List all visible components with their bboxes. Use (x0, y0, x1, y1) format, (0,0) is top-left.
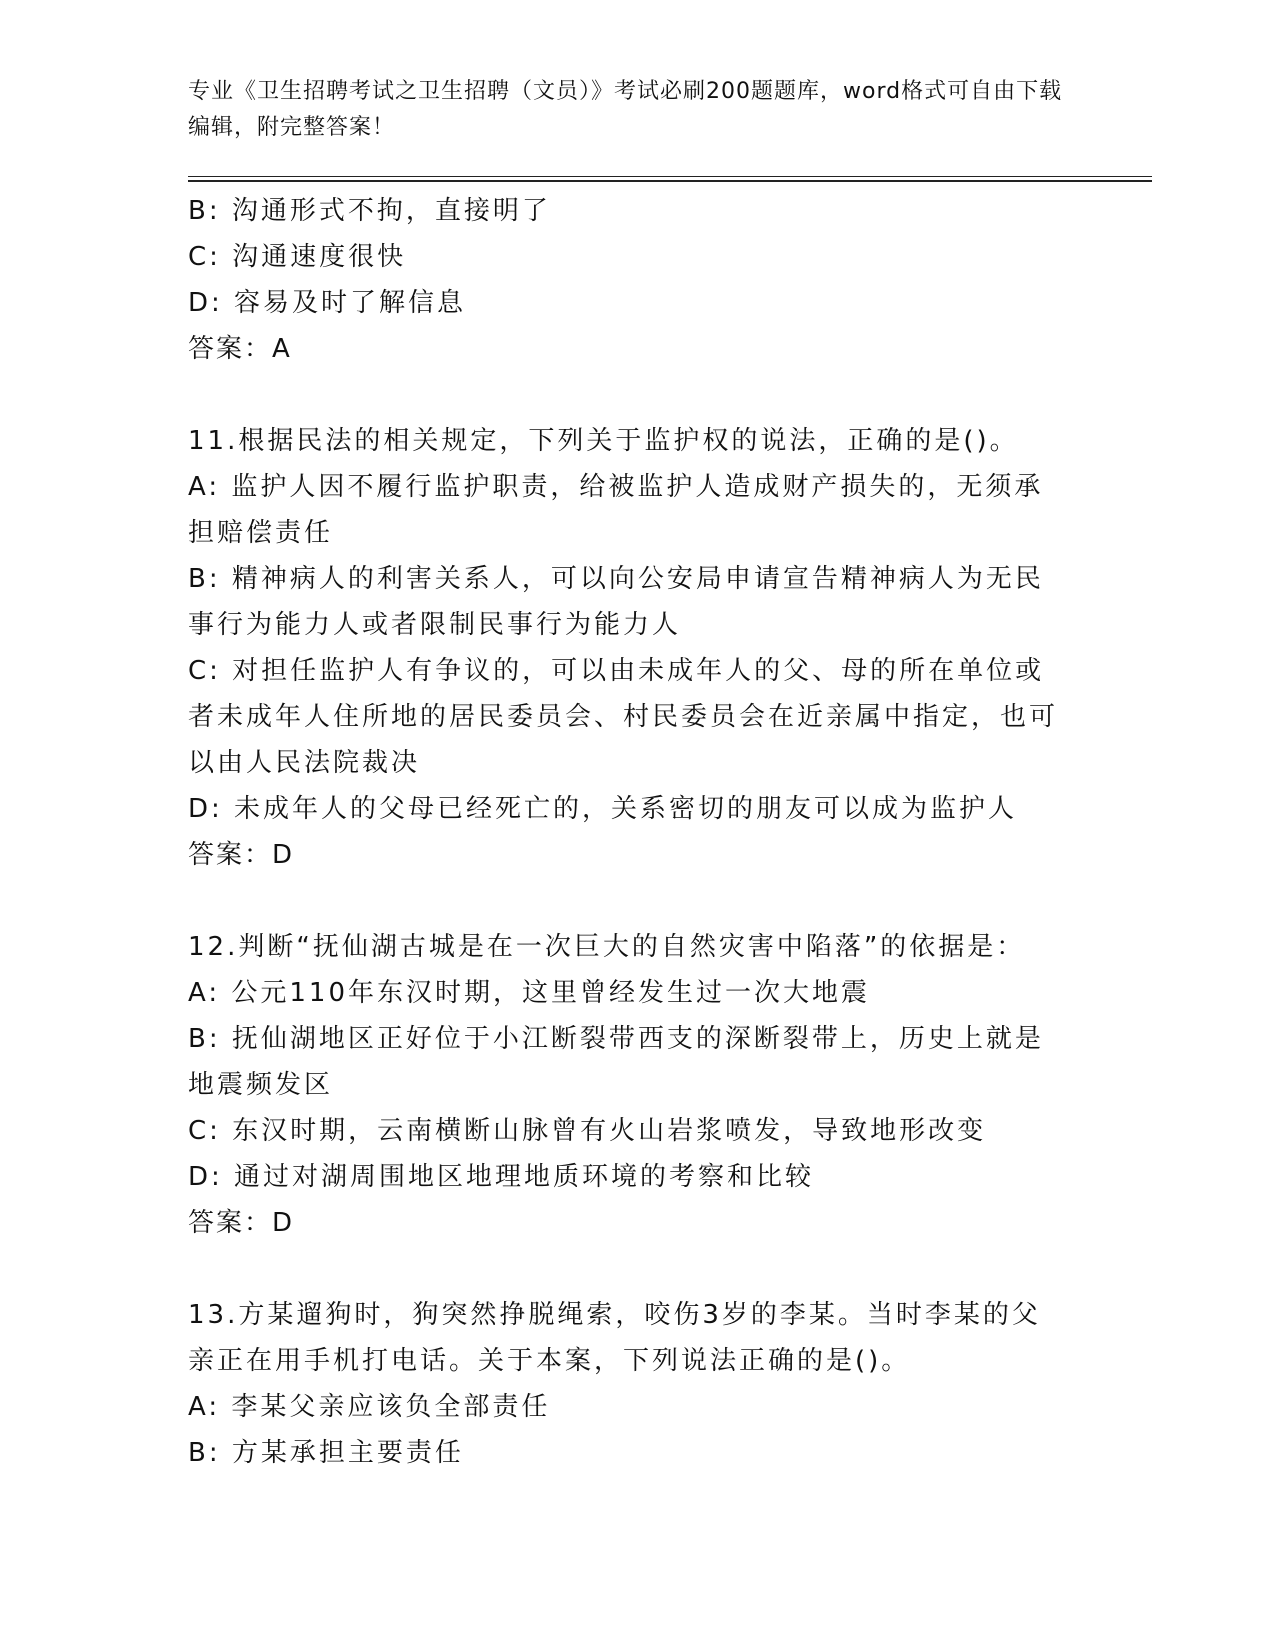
option-a: A: 公元110年东汉时期，这里曾经发生过一次大地震 (188, 978, 870, 1008)
question-stem: 13.方某遛狗时，狗突然挣脱绳索，咬伤3岁的李某。当时李某的父亲正在用手机打电话。关于本案，下列说法正确的是()。 (188, 1300, 1041, 1376)
option-c: C: 东汉时期，云南横断山脉曾有火山岩浆喷发，导致地形改变 (188, 1116, 987, 1146)
option-b: B: 精神病人的利害关系人，可以向公安局申请宣告精神病人为无民事行为能力人或者限制民事行为能力人 (188, 564, 1044, 640)
question-13 (188, 1292, 1068, 1476)
document-header: 专业《卫生招聘考试之卫生招聘（文员）》考试必刷200题题库，word格式可自由下载编辑，附完整答案！ (188, 79, 1063, 140)
option-a: A: 监护人因不履行监护职责，给被监护人造成财产损失的，无须承担赔偿责任 (188, 472, 1044, 548)
option-b: B: 方某承担主要责任 (188, 1438, 464, 1468)
question-stem: 11.根据民法的相关规定，下列关于监护权的说法，正确的是()。 (188, 426, 1019, 456)
option-c: C: 对担任监护人有争议的，可以由未成年人的父、母的所在单位或者未成年人住所地的居民委员会、村民委员会在近亲属中指定，也可以由人民法院裁决 (188, 656, 1059, 778)
answer-line: 答案：A (188, 334, 292, 364)
answer-line: 答案：D (188, 840, 295, 870)
option-d: D: 通过对湖周围地区地理地质环境的考察和比较 (188, 1162, 815, 1192)
question-12 (188, 924, 1068, 1246)
option-a: A: 李某父亲应该负全部责任 (188, 1392, 551, 1422)
option-d: D: 未成年人的父母已经死亡的，关系密切的朋友可以成为监护人 (188, 794, 1018, 824)
prev-question-block (188, 188, 1068, 372)
question-11 (188, 418, 1068, 878)
option-b: B: 抚仙湖地区正好位于小江断裂带西支的深断裂带上，历史上就是地震频发区 (188, 1024, 1044, 1100)
question-stem: 12.判断“抚仙湖古城是在一次巨大的自然灾害中陷落”的依据是： (188, 932, 1026, 962)
option-b: B: 沟通形式不拘，直接明了 (188, 196, 551, 226)
option-d: D: 容易及时了解信息 (188, 288, 467, 318)
question-content (188, 188, 1068, 1476)
answer-line: 答案：D (188, 1208, 295, 1238)
option-c: C: 沟通速度很快 (188, 242, 407, 272)
header-divider (188, 176, 1152, 182)
